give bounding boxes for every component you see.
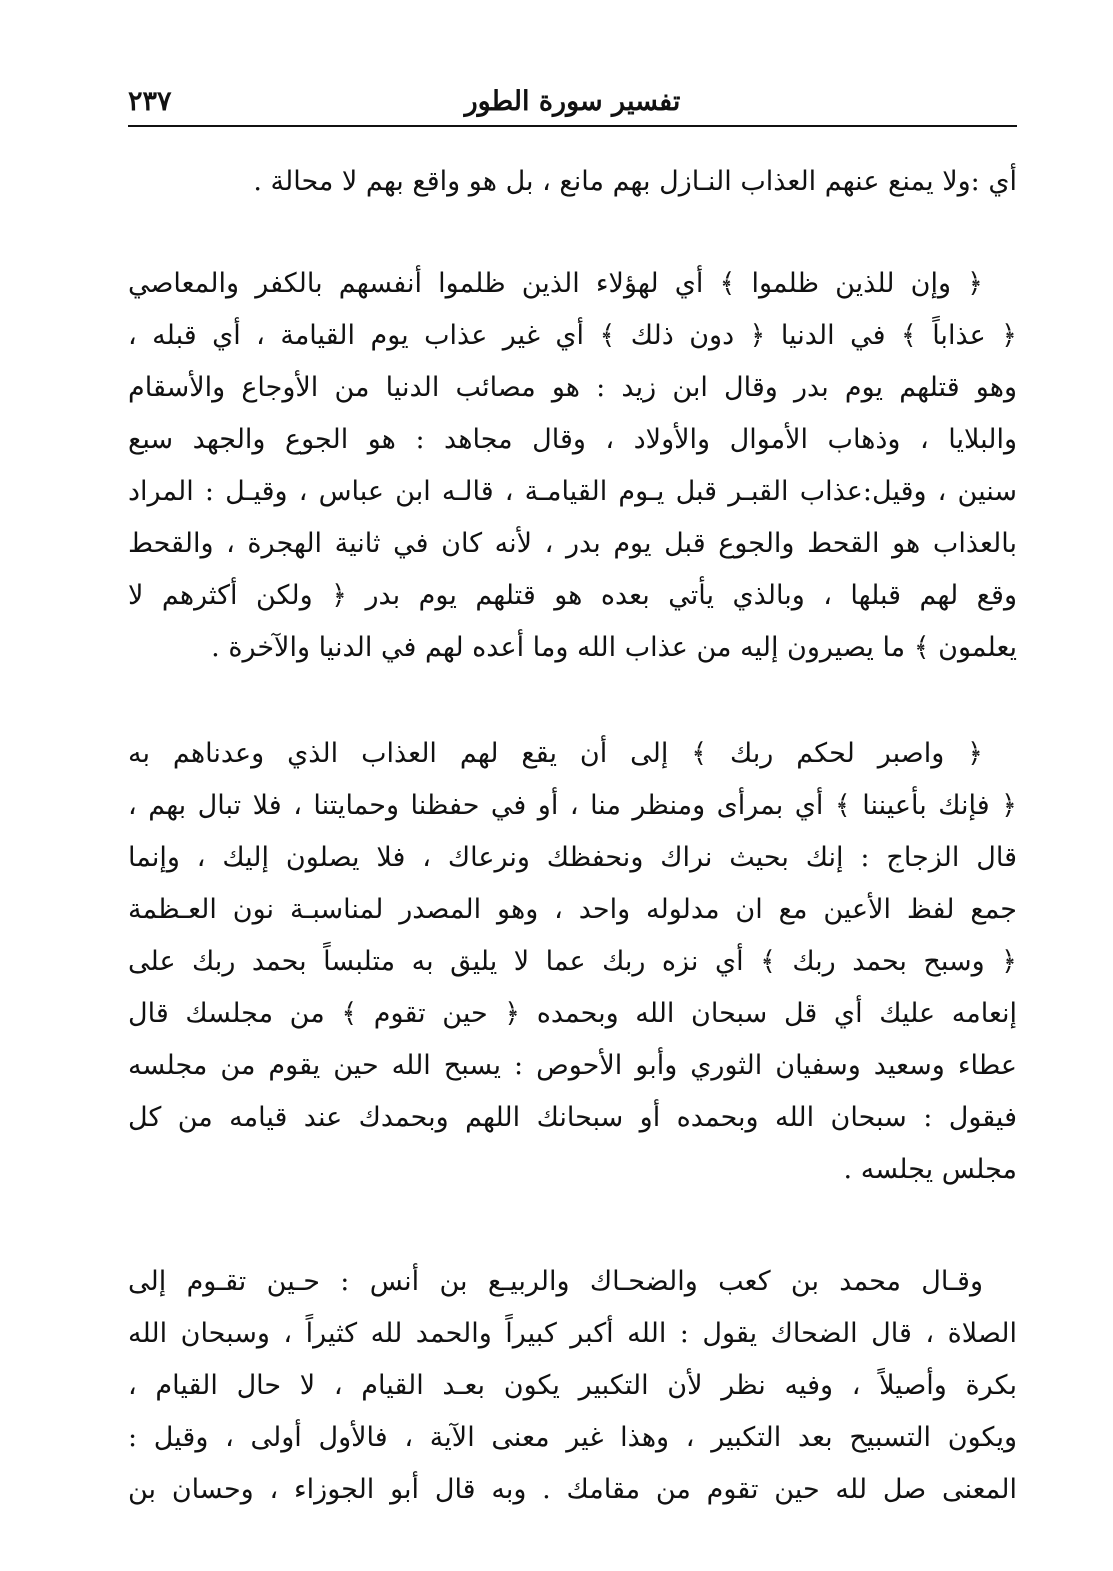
text-line: ﴿ فإنك بأعيننا ﴾ أي بمرأى ومنظر منا ، أو في حفظنا وحمايتنا ، فلا تبال بهم ،: [128, 790, 1017, 821]
text-line: فيقول : سبحان الله وبحمده أو سبحانك اللهم وبحمدك عند قيامه من كل: [128, 1102, 1017, 1133]
text-line: جمع لفظ الأعين مع ان مدلوله واحد ، وهو المصدر لمناسبـة نون العـظمة: [128, 894, 1017, 925]
text-line: ﴿ وإن للذين ظلموا ﴾ أي لهؤلاء الذين ظلموا أنفسهم بالكفر والمعاصي: [128, 268, 983, 299]
text-line: يعلمون ﴾ ما يصيرون إليه من عذاب الله وما أعده لهم في الدنيا والآخرة .: [211, 632, 1017, 663]
text-line: سنين ، وقيل:عذاب القبـر قبل يـوم القيامـة ، قالـه ابن عباس ، وقيـل : المراد: [128, 476, 1017, 507]
text-line: أي :ولا يمنع عنهم العذاب النـازل بهم مانع ، بل هو واقع بهم لا محالة .: [253, 166, 1017, 197]
running-header: [128, 84, 1017, 120]
text-line: ويكون التسبيح بعد التكبير ، وهذا غير معنى الآية ، فالأول أولى ، وقيل :: [128, 1422, 1017, 1453]
text-line: إنعامه عليك أي قل سبحان الله وبحمده ﴿ حين تقوم ﴾ من مجلسك قال: [128, 998, 1017, 1029]
text-line: بالعذاب هو القحط والجوع قبل يوم بدر ، لأنه كان في ثانية الهجرة ، والقحط: [128, 528, 1017, 559]
text-line: وهو قتلهم يوم بدر وقال ابن زيد : هو مصائب الدنيا من الأوجاع والأسقام: [128, 372, 1017, 403]
text-line: وقع لهم قبلها ، وبالذي يأتي بعده هو قتلهم يوم بدر ﴿ ولكن أكثرهم لا: [128, 580, 1017, 611]
text-line: الصلاة ، قال الضحاك يقول : الله أكبر كبيراً والحمد لله كثيراً ، وسبحان الله: [128, 1318, 1017, 1349]
text-line: مجلس يجلسه .: [843, 1154, 1017, 1185]
text-line: بكرة وأصيلاً ، وفيه نظر لأن التكبير يكون بعـد القيام ، لا حال القيام ،: [128, 1370, 1017, 1401]
surah-title: تفسير سورة الطور: [464, 86, 681, 117]
text-line: المعنى صل لله حين تقوم من مقامك . وبه قال أبو الجوزاء ، وحسان بن: [128, 1474, 1017, 1505]
text-line: ﴿ عذاباً ﴾ في الدنيا ﴿ دون ذلك ﴾ أي غير عذاب يوم القيامة ، أي قبله ،: [128, 320, 1017, 351]
text-line: قال الزجاج : إنك بحيث نراك ونحفظك ونرعاك ، فلا يصلون إليك ، وإنما: [128, 842, 1017, 873]
text-line: ﴿ واصبر لحكم ربك ﴾ إلى أن يقع لهم العذاب الذي وعدناهم به: [128, 738, 983, 769]
text-line: وقـال محمد بن كعب والضحـاك والربيـع بن أنس : حـين تقـوم إلى: [128, 1266, 983, 1297]
page-number: ٢٣٧: [128, 86, 172, 117]
text-line: ﴿ وسبح بحمد ربك ﴾ أي نزه ربك عما لا يليق به متلبساً بحمد ربك على: [128, 946, 1017, 977]
text-line: عطاء وسعيد وسفيان الثوري وأبو الأحوص : يسبح الله حين يقوم من مجلسه: [128, 1050, 1017, 1081]
text-line: والبلايا ، وذهاب الأموال والأولاد ، وقال مجاهد : هو الجوع والجهد سبع: [128, 424, 1017, 455]
header-rule: [128, 125, 1017, 127]
